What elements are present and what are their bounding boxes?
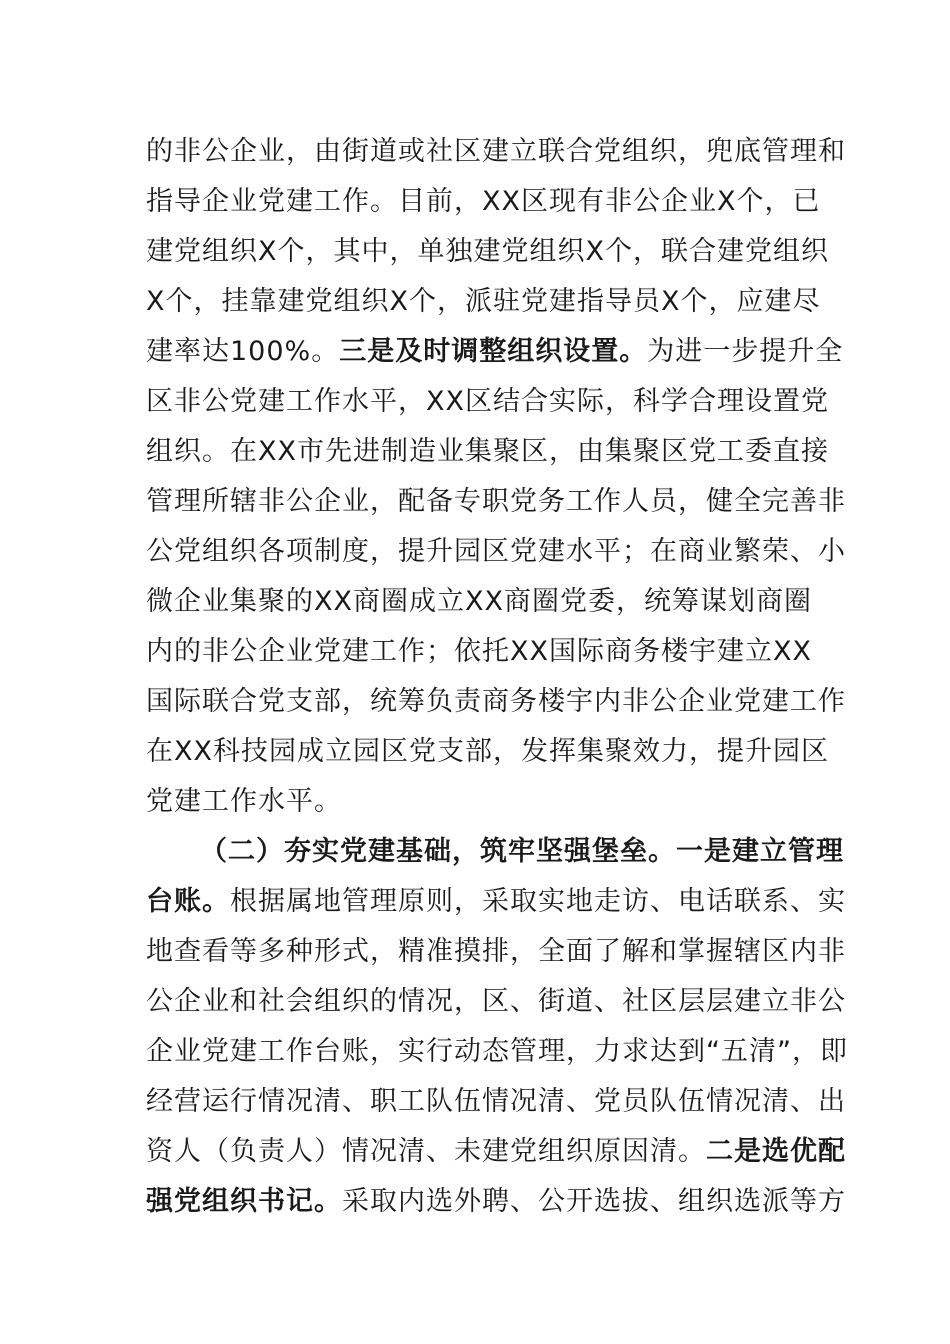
text-line: 指导企业党建工作。目前，XX区现有非公企业X个，已 [146,186,821,217]
text-line: 内的非公企业党建工作；依托XX国际商务楼宇建立XX [146,636,812,667]
text-line: 经营运行情况清、职工队伍情况清、党员队伍情况清、出 [146,1086,846,1117]
text-line: 国际联合党支部，统筹负责商务楼宇内非公企业党建工作 [146,686,846,717]
text-span: 为进一步提升全 [647,336,844,367]
text-line: 企业党建工作台账，实行动态管理，力求达到“五清”，即 [146,1036,848,1067]
text-line: 组织。在XX市先进制造业集聚区，由集聚区党工委直接 [146,436,829,467]
bold-heading: 二是选优配 [706,1136,846,1167]
bold-heading: 台账。 [146,886,230,917]
text-line: 地查看等多种形式，精准摸排，全面了解和掌握辖区内非 [146,936,846,967]
bold-heading: 三是及时调整组织设置。 [339,336,648,367]
text-line: 区非公党建工作水平，XX区结合实际，科学合理设置党 [146,386,829,417]
text-line: 管理所辖非公企业，配备专职党务工作人员，健全完善非 [146,486,846,517]
text-span: 建率达100%。 [146,336,340,367]
text-line: 在XX科技园成立园区党支部，发挥集聚效力，提升园区 [146,736,829,767]
text-line: 公企业和社会组织的情况，区、街道、社区层层建立非公 [146,986,846,1017]
text-line [146,1132,846,1172]
text-line: 的非公企业，由街道或社区建立联合党组织，兜底管理和 [146,136,846,167]
text-span: 资人（负责人）情况清、未建党组织原因清。 [146,1136,706,1167]
section-heading: （二）夯实党建基础，筑牢坚强堡垒。一是建立管理 [200,836,844,867]
text-line: X个，挂靠建党组织X个，派驻党建指导员X个，应建尽 [146,286,821,317]
text-line: 微企业集聚的XX商圈成立XX商圈党委，统筹谋划商圈 [146,586,812,617]
bold-heading: 强党组织书记。 [146,1186,342,1217]
text-line [146,332,844,372]
text-line: 公党组织各项制度，提升园区党建水平；在商业繁荣、小 [146,536,846,567]
text-line: 建党组织X个，其中，单独建党组织X个，联合建党组织 [146,236,829,267]
text-line [146,882,846,922]
text-line: 党建工作水平。 [146,786,342,817]
text-span: 采取内选外聘、公开选拔、组织选派等方 [342,1186,846,1217]
text-span: 根据属地管理原则，采取实地走访、电话联系、实 [230,886,846,917]
text-line [146,1182,846,1222]
